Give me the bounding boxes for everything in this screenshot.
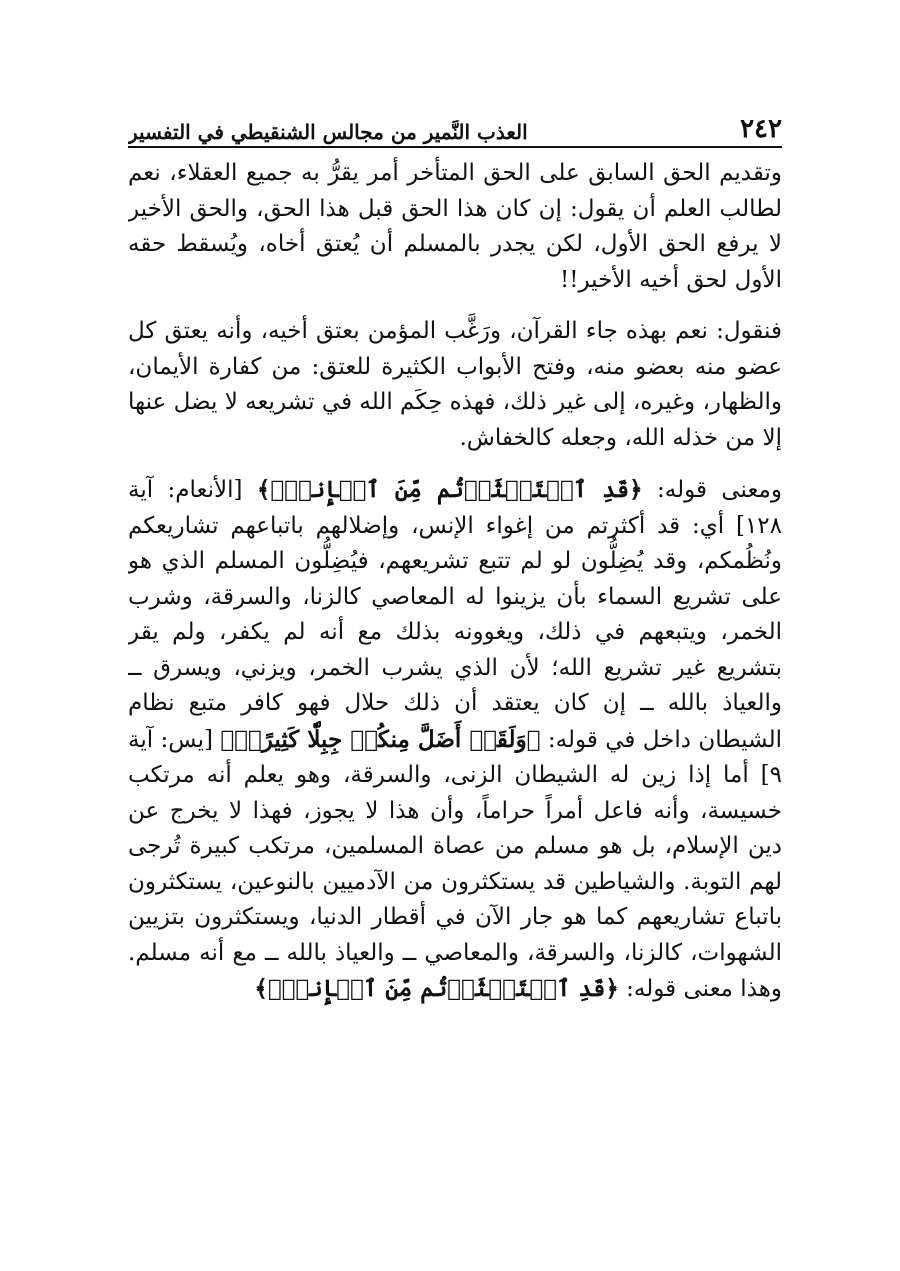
- book-page: [128, 108, 782, 1188]
- body-text: [128, 156, 782, 1008]
- paragraph-text: [الأنعام: آية ١٢٨] أي: قد أكثرتم من إغواء الإنس، وإضلالهم باتباعهم تشاريعكم ونُظُمكم، وقد يُضِلُّون لو لم تتبع تشريعهم، فيُضِلُّون المسلم الذي هو على تشريع السماء بأن يزينوا له المعاصي كالزنا، والسرقة، وشرب الخمر، ويتبعهم في ذلك، ويغوونه بذلك مع أنه لم يكفر، ولم يقر بتشريع غير تشريع الله؛ لأن الذي يشرب الخمر، ويزني، ويسرق ــ والعياذ بالله ــ إن كان يعتقد أن ذلك حلال فهو كافر متبع نظام الشيطان داخل في قوله:: [128, 477, 782, 753]
- quran-verse: ﴿وَلَقَدۡ أَضَلَّ مِنكُمۡ جِبِلّٗا كَثِيرًاۖ﴾: [220, 725, 541, 753]
- quran-verse: ﴿قَدِ ٱسۡتَكۡثَرۡتُم مِّنَ ٱلۡإِنسِۖ﴾: [254, 975, 619, 1002]
- paragraph-text: [يس: آية ٩] أما إذا زين له الشيطان الزنى، والسرقة، وهو يعلم أنه مرتكب خسيسة، وأنه فاعل أمراً حراماً، وأن هذا لا يجوز، فهذا لا يخرج عن دين الإسلام، بل هو مسلم من عصاة المسلمين، مرتكب كبيرة تُرجى لهم التوبة. والشياطين قد يستكثرون من الآدميين بالنوعين، يستكثرون باتباع تشاريعهم كما هو جار الآن في أقطار الدنيا، ويستكثرون بتزيين الشهوات، كالزنا، والسرقة، والمعاصي ــ والعياذ بالله ــ مع أنه مسلم. وهذا معنى قوله:: [128, 726, 782, 1002]
- paragraph-text: ومعنى قوله:: [642, 477, 782, 503]
- quran-verse: ﴿قَدِ ٱسۡتَكۡثَرۡتُم مِّنَ ٱلۡإِنسِۖ﴾: [256, 476, 643, 503]
- paragraph: [128, 472, 782, 1008]
- paragraph-text: وتقديم الحق السابق على الحق المتأخر أمر يقرُّ به جميع العقلاء، نعم لطالب العلم أن يقول: إن كان هذا الحق قبل هذا الحق، والحق الأخير لا يرفع الحق الأول، لكن يجدر بالمسلم أن يُعتق أخاه، ويُسقط حقه الأول لحق أخيه الأخير!!: [128, 160, 782, 293]
- paragraph-text: فنقول: نعم بهذه جاء القرآن، ورَغَّب المؤمن بعتق أخيه، وأنه يعتق كل عضو منه بعضو منه، وفتح الأبواب الكثيرة للعتق: من كفارة الأيمان، والظهار، وغيره، إلى غير ذلك، فهذه حِكَم الله في تشريعه لا يضل عنها إلا من خذله الله، وجعله كالخفاش.: [128, 318, 782, 451]
- paragraph: [128, 314, 782, 456]
- paragraph: [128, 156, 782, 298]
- page-number: ٢٤٢: [740, 114, 782, 144]
- running-header: [128, 108, 782, 148]
- book-title: العذب النَّمير من مجالس الشنقيطي في التفسير: [128, 120, 528, 144]
